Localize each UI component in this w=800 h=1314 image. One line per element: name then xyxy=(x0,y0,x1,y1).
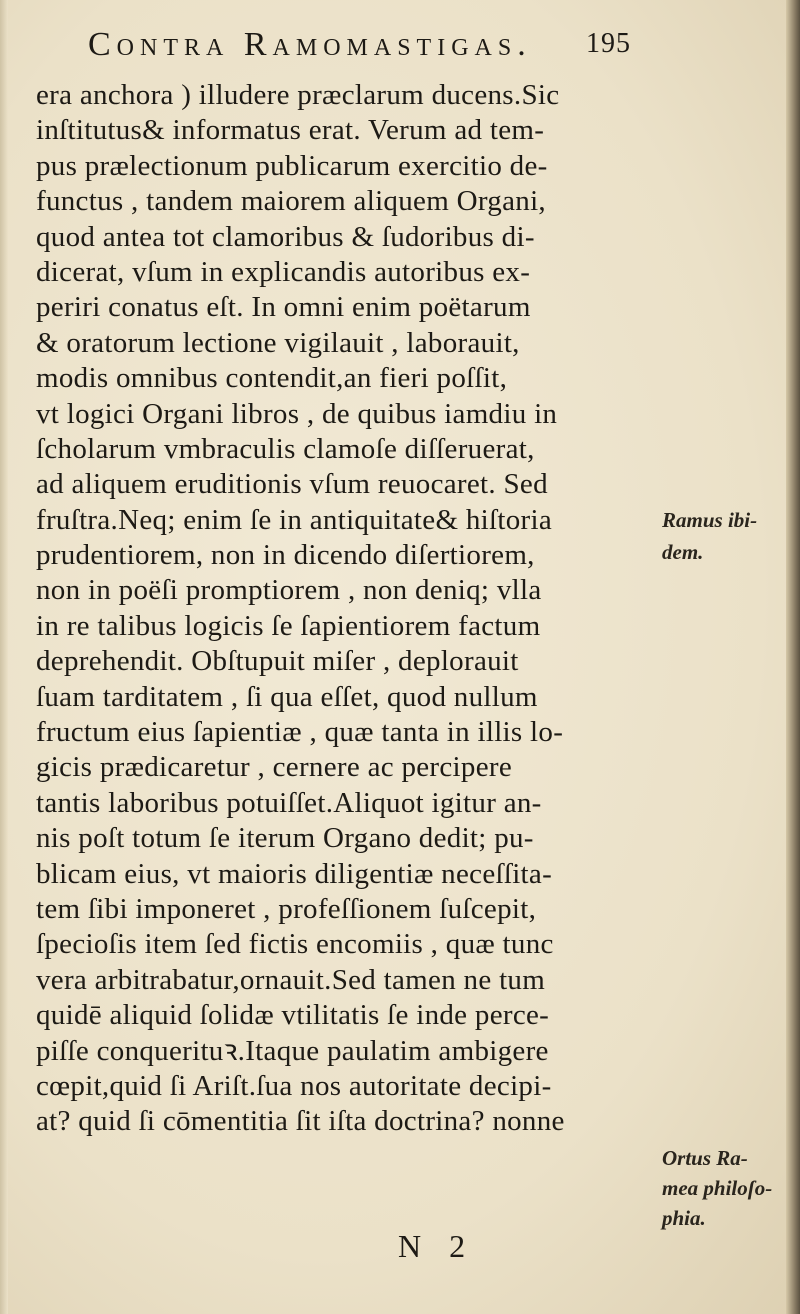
page-binding-edge xyxy=(786,0,800,1314)
text-line: vera arbitrabatur,ornauit.Sed tamen ne tum xyxy=(36,963,546,996)
text-line: gicis prædicaretur , cernere ac percipere xyxy=(36,751,513,784)
text-line: era anchora ) illudere præclarum ducens.Sic xyxy=(36,79,560,111)
header-title: Contra Ramomastigas. xyxy=(88,26,532,63)
text-line: tantis laboribus potuiſſet.Aliquot igitur an- xyxy=(36,786,542,819)
text-line: fruſtra.Neq; enim ſe in antiquitate& hiſtoria xyxy=(36,503,553,536)
page-number: 195 xyxy=(586,28,631,59)
text-line: functus , tandem maiorem aliquem Organi, xyxy=(36,185,546,218)
text-line: piſſe conquerituꝛ.Itaque paulatim ambigere xyxy=(36,1034,549,1067)
body-text xyxy=(36,78,636,1140)
text-line: pus prælectionum publicarum exercitio de- xyxy=(36,149,548,182)
text-line: deprehendit. Obſtupuit miſer , deplorauit xyxy=(36,645,519,678)
text-line: prudentiorem, non in dicendo diſertiorem, xyxy=(36,539,535,572)
text-line: nis poſt totum ſe iterum Organo dedit; pu- xyxy=(36,822,534,855)
margin-note: Ramus ibi- xyxy=(662,508,758,532)
signature-mark: N 2 xyxy=(398,1228,476,1264)
text-line: ſcholarum vmbraculis clamoſe diſſeruerat, xyxy=(36,432,535,465)
text-line: cœpit,quid ſi Ariſt.ſua nos autoritate decipi- xyxy=(36,1069,552,1102)
text-line: vt logici Organi libros , de quibus iamdiu in xyxy=(36,397,558,430)
text-line: non in poëſi promptiorem , non deniq; vlla xyxy=(36,574,542,607)
margin-note: phia. xyxy=(662,1206,706,1230)
margin-note: Ortus Ra- xyxy=(662,1146,748,1170)
text-line: modis omnibus contendit,an fieri poſſit, xyxy=(36,362,508,395)
running-header xyxy=(88,26,688,76)
text-line: & oratorum lectione vigilauit , laborauit, xyxy=(36,326,520,359)
text-line: blicam eius, vt maioris diligentiæ neceſſita- xyxy=(36,857,553,890)
text-line: inſtitutus& informatus erat. Verum ad tem- xyxy=(36,114,545,147)
margin-note: dem. xyxy=(662,540,704,564)
text-line: ſpecioſis item ſed fictis encomiis , quæ tunc xyxy=(36,928,554,961)
text-line: ad aliquem eruditionis vſum reuocaret. Sed xyxy=(36,468,548,501)
text-line: in re talibus logicis ſe ſapientiorem factum xyxy=(36,609,541,642)
page-left-edge xyxy=(0,0,8,1314)
text-line: periri conatus eſt. In omni enim poëtarum xyxy=(36,291,531,324)
text-line: quod antea tot clamoribus & ſudoribus di- xyxy=(36,220,535,253)
text-line: tem ſibi imponeret , profeſſionem ſuſcepit, xyxy=(36,892,537,925)
text-line: dicerat, vſum in explicandis autoribus ex- xyxy=(36,255,531,288)
text-line: fructum eius ſapientiæ , quæ tanta in illis lo- xyxy=(36,716,564,749)
text-line: ſuam tarditatem , ſi qua eſſet, quod nullum xyxy=(36,680,538,713)
text-line: at? quid ſi cōmentitia ſit iſta doctrina? nonne xyxy=(36,1105,565,1138)
margin-note: mea philoſo- xyxy=(662,1176,773,1200)
text-line: quidē aliquid ſolidæ vtilitatis ſe inde perce- xyxy=(36,999,550,1032)
